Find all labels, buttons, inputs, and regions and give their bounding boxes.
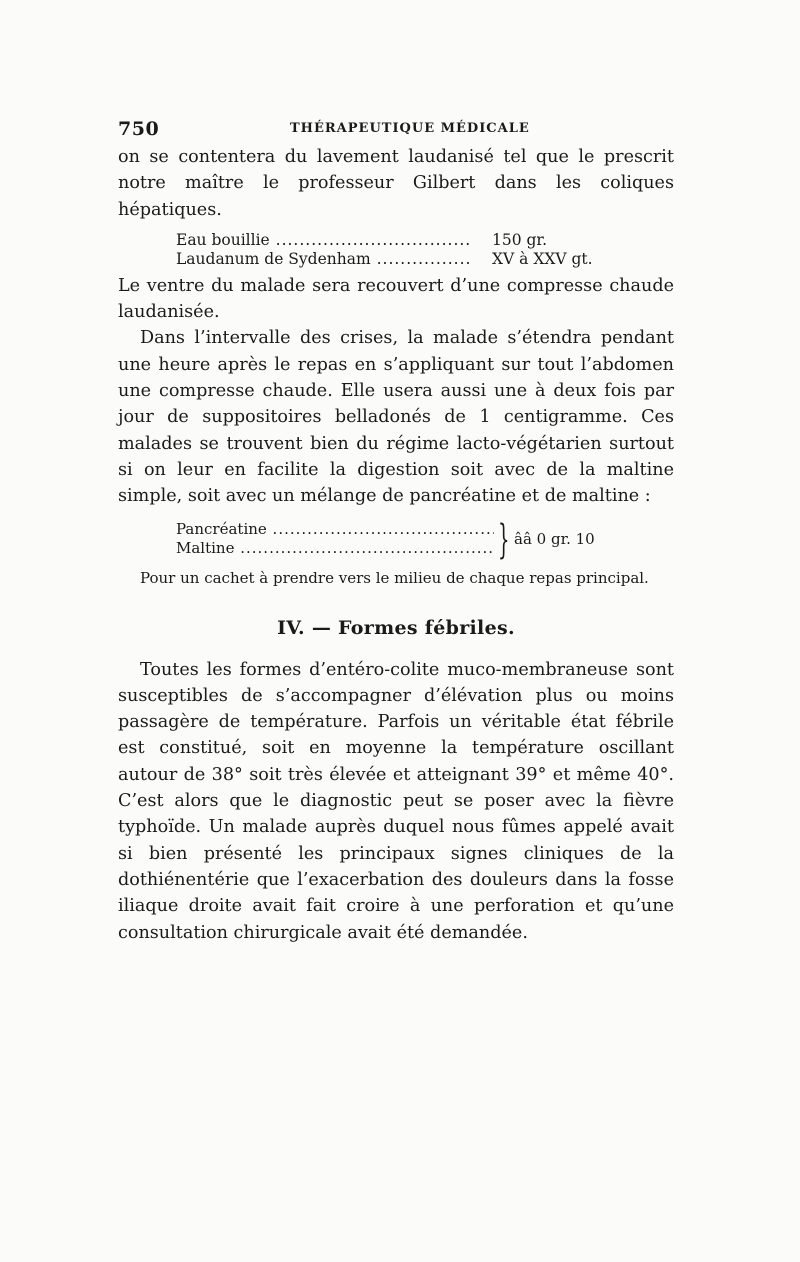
prescription-line <box>176 231 674 250</box>
running-title: THÉRAPEUTIQUE MÉDICALE <box>290 121 530 136</box>
ingredient-quantity: 150 gr. <box>492 230 548 249</box>
note-cachet: Pour un cachet à prendre vers le milieu de chaque repas principal. <box>140 568 649 587</box>
ingredient-name: Laudanum de Sydenham ..... <box>176 250 470 269</box>
ingredient-quantity: XV à XXV gt. <box>492 249 593 268</box>
section-heading: IV. — Formes fébriles. <box>277 616 515 639</box>
combined-dose: ââ 0 gr. 10 <box>514 529 595 548</box>
paragraph-compresse: Le ventre du malade sera recouvert d’une compresse chaude laudanisée. <box>118 275 674 323</box>
prescription-lavement <box>176 231 674 269</box>
paragraph-formes-febriles: Toutes les formes d’entéro-colite muco-membraneuse sont susceptibles de s’accompagner d’élévation plus ou moins passagère de température. Parfois un véritable état fébrile est constitué, soit en moyenne la température oscillant autour de 38° soit très élevée et atteignant 39° et même 40°. C’est alors que le diagnostic peut se poser avec la fièvre typhoïde. Un malade auprès duquel nous fûmes appelé avait si bien présenté les principaux signes cliniques de la dothiénentérie que l’exacerbation des douleurs dans la fosse iliaque droite avait fait croire à une perforation et qu’une consultation chirurgicale avait été demandée. <box>118 659 674 943</box>
ingredient-name: Eau bouillie ..... <box>176 231 470 250</box>
ingredient-name: Pancréatine ..... <box>176 520 494 539</box>
prescription-line <box>176 520 674 539</box>
page-number: 750 <box>118 118 160 140</box>
prescription-line <box>176 250 674 269</box>
paragraph-intervalle: Dans l’intervalle des crises, la malade s’étendra pendant une heure après le repas en s’appliquant sur tout l’abdomen une compresse chaude. Elle usera aussi une à deux fois par jour de suppositoires belladonés de 1 centigramme. Ces malades se trouvent bien du régime lacto-végétarien surtout si on leur en facilite la digestion soit avec de la maltine simple, soit avec un mélange de pancréatine et de maltine : <box>118 328 674 507</box>
ingredient-name: Maltine ..... <box>176 539 494 558</box>
brace-symbol: } <box>498 516 510 563</box>
prescription-cachet <box>176 516 674 563</box>
book-page <box>118 118 674 946</box>
running-head <box>118 118 674 144</box>
prescription-line <box>176 539 674 558</box>
paragraph-lavement: on se contentera du lavement laudanisé tel que le prescrit notre maître le professeur Gilbert dans les coliques hépatiques. <box>118 147 674 220</box>
